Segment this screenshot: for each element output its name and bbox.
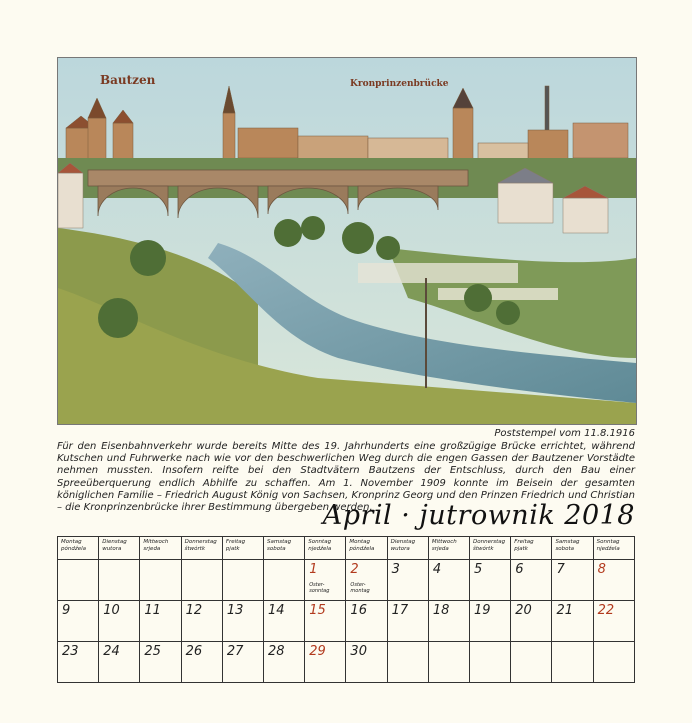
calendar-day-cell [99,642,140,683]
weekday-header [470,537,511,560]
calendar-day-cell [305,560,346,601]
day-number: 8 [597,562,606,577]
calendar-day-cell [222,601,263,642]
calendar-day-cell [511,560,552,601]
day-number: 10 [103,603,120,618]
calendar-day-cell [387,601,428,642]
calendar-day-cell [99,560,140,601]
day-number: 15 [309,603,326,618]
calendar-week-row [58,560,635,601]
calendar-day-cell [552,560,593,601]
weekday-header [593,537,634,560]
day-number: 1 [309,562,318,577]
weekday-header [387,537,428,560]
weekday-sorbian: štwórtk [184,545,206,552]
weekday-header [346,537,387,560]
day-number: 11 [144,603,161,618]
weekday-header [552,537,593,560]
calendar-week-row [58,601,635,642]
weekday-sorbian: srjeda [143,545,161,552]
calendar-day-cell [58,560,99,601]
calendar-day-cell [264,560,305,601]
calendar-day-cell [428,642,469,683]
weekday-header [511,537,552,560]
weekday-german: Montag [61,539,82,545]
weekday-header-row [58,537,635,560]
day-number: 24 [103,644,120,659]
weekday-header [58,537,99,560]
calendar-day-cell [387,642,428,683]
weekday-german: Samstag [267,539,292,545]
weekday-sorbian: sobota [267,545,286,552]
day-number: 22 [597,603,615,618]
calendar-day-cell [470,560,511,601]
holiday-note: Oster- sonntag [309,582,330,594]
weekday-german: Freitag [514,539,534,545]
calendar-day-cell [305,642,346,683]
calendar-day-cell [511,642,552,683]
calendar-day-cell [428,601,469,642]
day-number: 20 [515,603,532,618]
calendar-day-cell [264,642,305,683]
calendar-day-cell [181,601,222,642]
weekday-german: Dienstag [102,539,127,545]
weekday-german: Mittwoch [143,539,169,545]
calendar-day-cell [593,642,634,683]
weekday-german: Donnerstag [184,539,217,545]
day-number: 14 [268,603,285,618]
holiday-note: Oster- montag [350,582,370,594]
weekday-german: Montag [349,539,371,545]
day-number: 6 [515,562,524,577]
day-number: 21 [556,603,573,618]
weekday-header [99,537,140,560]
calendar-grid [57,536,635,683]
weekday-german: Sonntag [308,539,332,545]
calendar-day-cell [140,601,181,642]
weekday-sorbian: wutora [390,545,410,552]
weekday-header [181,537,222,560]
day-number: 28 [268,644,285,659]
day-number: 9 [62,603,71,618]
day-number: 27 [226,644,244,659]
bridge-landscape-image [57,57,637,425]
calendar-day-cell [346,642,387,683]
calendar-day-cell [222,642,263,683]
month-title: April · jutrownik 2018 [322,500,635,531]
weekday-sorbian: njedźela [596,545,620,552]
day-number: 12 [185,603,203,618]
calendar-day-cell [181,560,222,601]
day-number: 4 [432,562,442,577]
calendar-day-cell [552,601,593,642]
day-number: 7 [556,562,565,577]
day-number: 19 [474,603,491,618]
calendar-day-cell [552,642,593,683]
day-number: 5 [474,562,483,577]
weekday-header [222,537,263,560]
calendar-day-cell [346,560,387,601]
calendar-week-row [58,642,635,683]
day-number: 2 [350,562,359,577]
weekday-sorbian: srjeda [431,545,449,552]
weekday-german: Sonntag [596,539,620,545]
photo-label-right: Kronprinzenbrücke [350,79,449,89]
calendar-day-cell [58,601,99,642]
weekday-sorbian: pjatk [514,545,528,552]
weekday-sorbian: pjatk [225,545,240,552]
caption-text: Für den Eisenbahnverkehr wurde bereits Mitte des 19. Jahrhunderts eine großzügige Brücke errichtet, während Kutschen und Fuhrwerke nach wie vor den beschwerlichen Weg durch die engen Gassen der Bautzener Vorstädte nehmen mussten. Insofern reifte bei den Stadtvätern Bautzens der Entschluss, durch den Bau einer Spreeüberquerung endlich Abhilfe zu schaffen. Am 1. November 1909 konnte im Beisein der gesamten königlichen Familie – Friedrich August König von Sachsen, Kronprinz Georg und den Prinzen Friedrich und Christian – die Kronprinzenbrücke ihrer Bestimmung übergeben werden. [57,441,635,514]
weekday-german: Mittwoch [431,539,457,545]
weekday-german: Freitag [225,539,246,545]
weekday-german: Donnerstag [473,539,506,545]
weekday-german: Samstag [555,539,580,545]
day-number: 16 [350,603,367,618]
day-number: 17 [391,603,409,618]
weekday-header [305,537,346,560]
calendar-day-cell [58,642,99,683]
calendar-day-cell [181,642,222,683]
bridge-landscape-illustration [58,58,636,424]
weekday-header [264,537,305,560]
day-number: 26 [185,644,203,659]
calendar-day-cell [264,601,305,642]
day-number: 23 [62,644,79,659]
weekday-sorbian: póndźela [61,545,87,552]
calendar-day-cell [346,601,387,642]
day-number: 18 [432,603,450,618]
weekday-header [428,537,469,560]
calendar-day-cell [470,642,511,683]
day-number: 13 [226,603,244,618]
weekday-sorbian: sobota [555,545,575,552]
weekday-german: Dienstag [390,539,416,545]
photo-label-left: Bautzen [100,73,156,87]
calendar-day-cell [305,601,346,642]
weekday-sorbian: wutora [102,545,122,552]
day-number: 3 [391,562,400,577]
day-number: 25 [144,644,161,659]
postmark-note: Poststempel vom 11.8.1916 [494,428,635,439]
calendar-day-cell [140,560,181,601]
weekday-header [140,537,181,560]
weekday-sorbian: póndźela [349,545,375,552]
calendar-day-cell [470,601,511,642]
calendar-day-cell [593,601,634,642]
weekday-sorbian: štwórtk [473,545,494,552]
calendar-day-cell [387,560,428,601]
calendar-day-cell [593,560,634,601]
weekday-sorbian: njedźela [308,545,332,552]
day-number: 30 [350,644,367,659]
calendar-day-cell [428,560,469,601]
calendar-day-cell [511,601,552,642]
calendar-day-cell [222,560,263,601]
calendar-day-cell [99,601,140,642]
day-number: 29 [309,644,326,659]
calendar-day-cell [140,642,181,683]
